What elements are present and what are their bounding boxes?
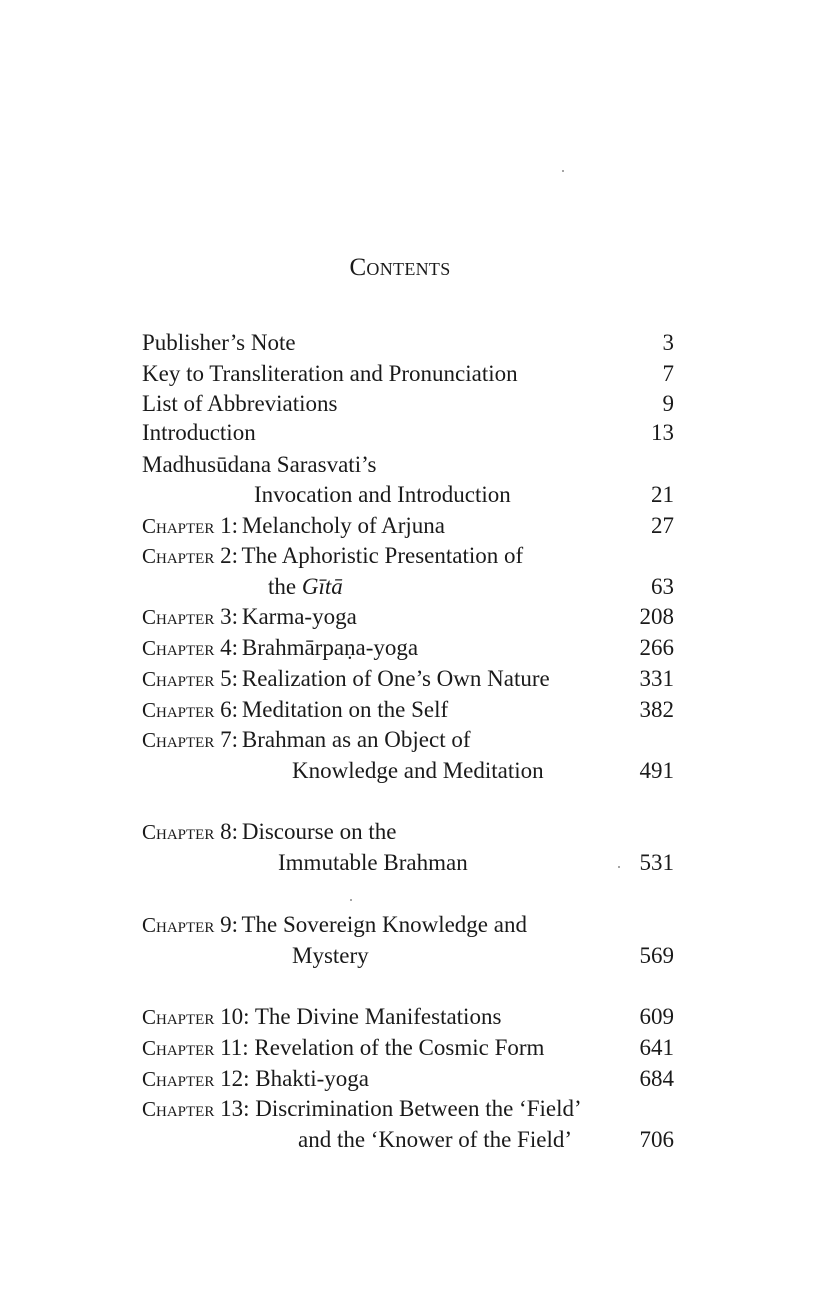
toc-entry-page: 684 — [639, 1066, 674, 1091]
toc-entry-title: Brahman as an Object of — [241, 727, 471, 752]
toc-entry-title: Discrimination Between the ‘Field’ — [255, 1096, 582, 1121]
chapter-keyword: Chapter — [142, 728, 215, 752]
toc-entry-title: the — [268, 574, 302, 599]
chapter-keyword: Chapter — [142, 514, 215, 538]
toc-entry-title: Melancholy of Arjuna — [241, 513, 445, 538]
toc-entry-title: The Aphoristic Presentation of — [241, 543, 524, 568]
toc-entry-title: Immutable Brahman — [278, 850, 468, 875]
chapter-keyword: Chapter — [142, 544, 215, 568]
toc-chapter-11[interactable] — [142, 1033, 676, 1063]
toc-chapter-7[interactable] — [142, 725, 676, 755]
toc-entry-page: 9 — [662, 391, 674, 416]
toc-entry-continuation[interactable] — [142, 480, 676, 510]
toc-entry-page: 3 — [662, 330, 674, 355]
toc-entry-page: 63 — [651, 574, 674, 599]
chapter-keyword: Chapter — [142, 820, 215, 844]
toc-chapter-10[interactable] — [142, 1002, 676, 1032]
toc-entry-title: Revelation of the Cosmic Form — [254, 1035, 545, 1060]
toc-entry[interactable] — [142, 418, 676, 448]
toc-entry-page: 382 — [639, 697, 674, 722]
chapter-number: 10: — [220, 1004, 250, 1029]
toc-entry-title: Bhakti-yoga — [255, 1066, 369, 1091]
chapter-keyword: Chapter — [142, 1036, 215, 1060]
scan-speck — [350, 899, 352, 901]
chapter-keyword: Chapter — [142, 698, 215, 722]
toc-chapter-13[interactable] — [142, 1094, 676, 1124]
toc-entry-title-italic: Gītā — [301, 574, 343, 599]
toc-entry-title: Invocation and Introduction — [254, 482, 511, 507]
toc-chapter-8[interactable] — [142, 817, 676, 847]
chapter-keyword: Chapter — [142, 1067, 215, 1091]
chapter-number: 9: — [220, 912, 238, 937]
chapter-keyword: Chapter — [142, 605, 215, 629]
toc-chapter-12[interactable] — [142, 1064, 676, 1094]
chapter-keyword: Chapter — [142, 667, 215, 691]
toc-entry-page: 208 — [639, 604, 674, 629]
toc-chapter-2[interactable] — [142, 541, 676, 571]
toc-entry-page: 531 — [639, 850, 674, 875]
toc-entry-title: Key to Transliteration and Pronunciation — [142, 361, 518, 386]
chapter-keyword: Chapter — [142, 636, 215, 660]
chapter-number: 12: — [220, 1066, 250, 1091]
chapter-number: 3: — [220, 604, 238, 629]
toc-entry-title: and the ‘Knower of the Field’ — [298, 1127, 573, 1152]
chapter-number: 6: — [220, 697, 238, 722]
toc-entry-title: Publisher’s Note — [142, 330, 296, 355]
toc-entry-title: Introduction — [142, 420, 256, 445]
toc-entry-title: The Sovereign Knowledge and — [241, 912, 527, 937]
toc-entry-title: Mystery — [292, 943, 369, 968]
toc-entry-title: Discourse on the — [241, 819, 397, 844]
chapter-number: 11: — [220, 1035, 249, 1060]
toc-entry[interactable] — [142, 389, 676, 419]
chapter-keyword: Chapter — [142, 1005, 215, 1029]
toc-chapter-9[interactable] — [142, 910, 676, 940]
toc-chapter-1[interactable] — [142, 511, 676, 541]
chapter-keyword: Chapter — [142, 913, 215, 937]
toc-entry-title: The Divine Manifestations — [254, 1004, 502, 1029]
chapter-number: 8: — [220, 819, 238, 844]
toc-chapter-5[interactable] — [142, 664, 676, 694]
contents-title: Contents — [349, 254, 451, 281]
toc-entry[interactable] — [142, 450, 676, 480]
toc-entry-continuation[interactable] — [142, 848, 676, 878]
toc-entry-title: Madhusūdana Sarasvati’s — [142, 452, 377, 477]
scan-speck — [618, 866, 620, 868]
toc-entry-page: 706 — [639, 1127, 674, 1152]
toc-entry-page: 331 — [639, 666, 674, 691]
chapter-number: 5: — [220, 666, 238, 691]
toc-entry-title: List of Abbreviations — [142, 391, 338, 416]
chapter-keyword: Chapter — [142, 1097, 215, 1121]
toc-entry-page: 641 — [639, 1035, 674, 1060]
toc-entry-continuation[interactable] — [142, 756, 676, 786]
toc-chapter-6[interactable] — [142, 695, 676, 725]
toc-entry[interactable] — [142, 328, 676, 358]
toc-entry-title: Meditation on the Self — [241, 697, 449, 722]
chapter-number: 4: — [220, 635, 238, 660]
scan-speck — [562, 170, 564, 172]
toc-chapter-4[interactable] — [142, 633, 676, 663]
toc-entry-title: Knowledge and Meditation — [292, 758, 544, 783]
toc-entry[interactable] — [142, 359, 676, 389]
toc-entry-continuation[interactable] — [142, 572, 676, 602]
toc-entry-page: 569 — [639, 943, 674, 968]
toc-entry-page: 609 — [639, 1004, 674, 1029]
toc-entry-page: 21 — [651, 482, 674, 507]
toc-entry-page: 491 — [639, 758, 674, 783]
chapter-number: 2: — [220, 543, 238, 568]
toc-chapter-3[interactable] — [142, 602, 676, 632]
toc-entry-title: Brahmārpaṇa-yoga — [241, 635, 419, 660]
chapter-number: 13: — [220, 1096, 250, 1121]
toc-entry-page: 7 — [662, 361, 674, 386]
toc-entry-title: Karma-yoga — [241, 604, 357, 629]
toc-entry-continuation[interactable] — [142, 1125, 676, 1155]
chapter-number: 7: — [220, 727, 238, 752]
toc-entry-title: Realization of One’s Own Nature — [241, 666, 550, 691]
toc-entry-continuation[interactable] — [142, 941, 676, 971]
toc-entry-page: 13 — [651, 420, 674, 445]
toc-entry-page: 266 — [639, 635, 674, 660]
chapter-number: 1: — [220, 513, 238, 538]
toc-entry-page: 27 — [651, 513, 674, 538]
